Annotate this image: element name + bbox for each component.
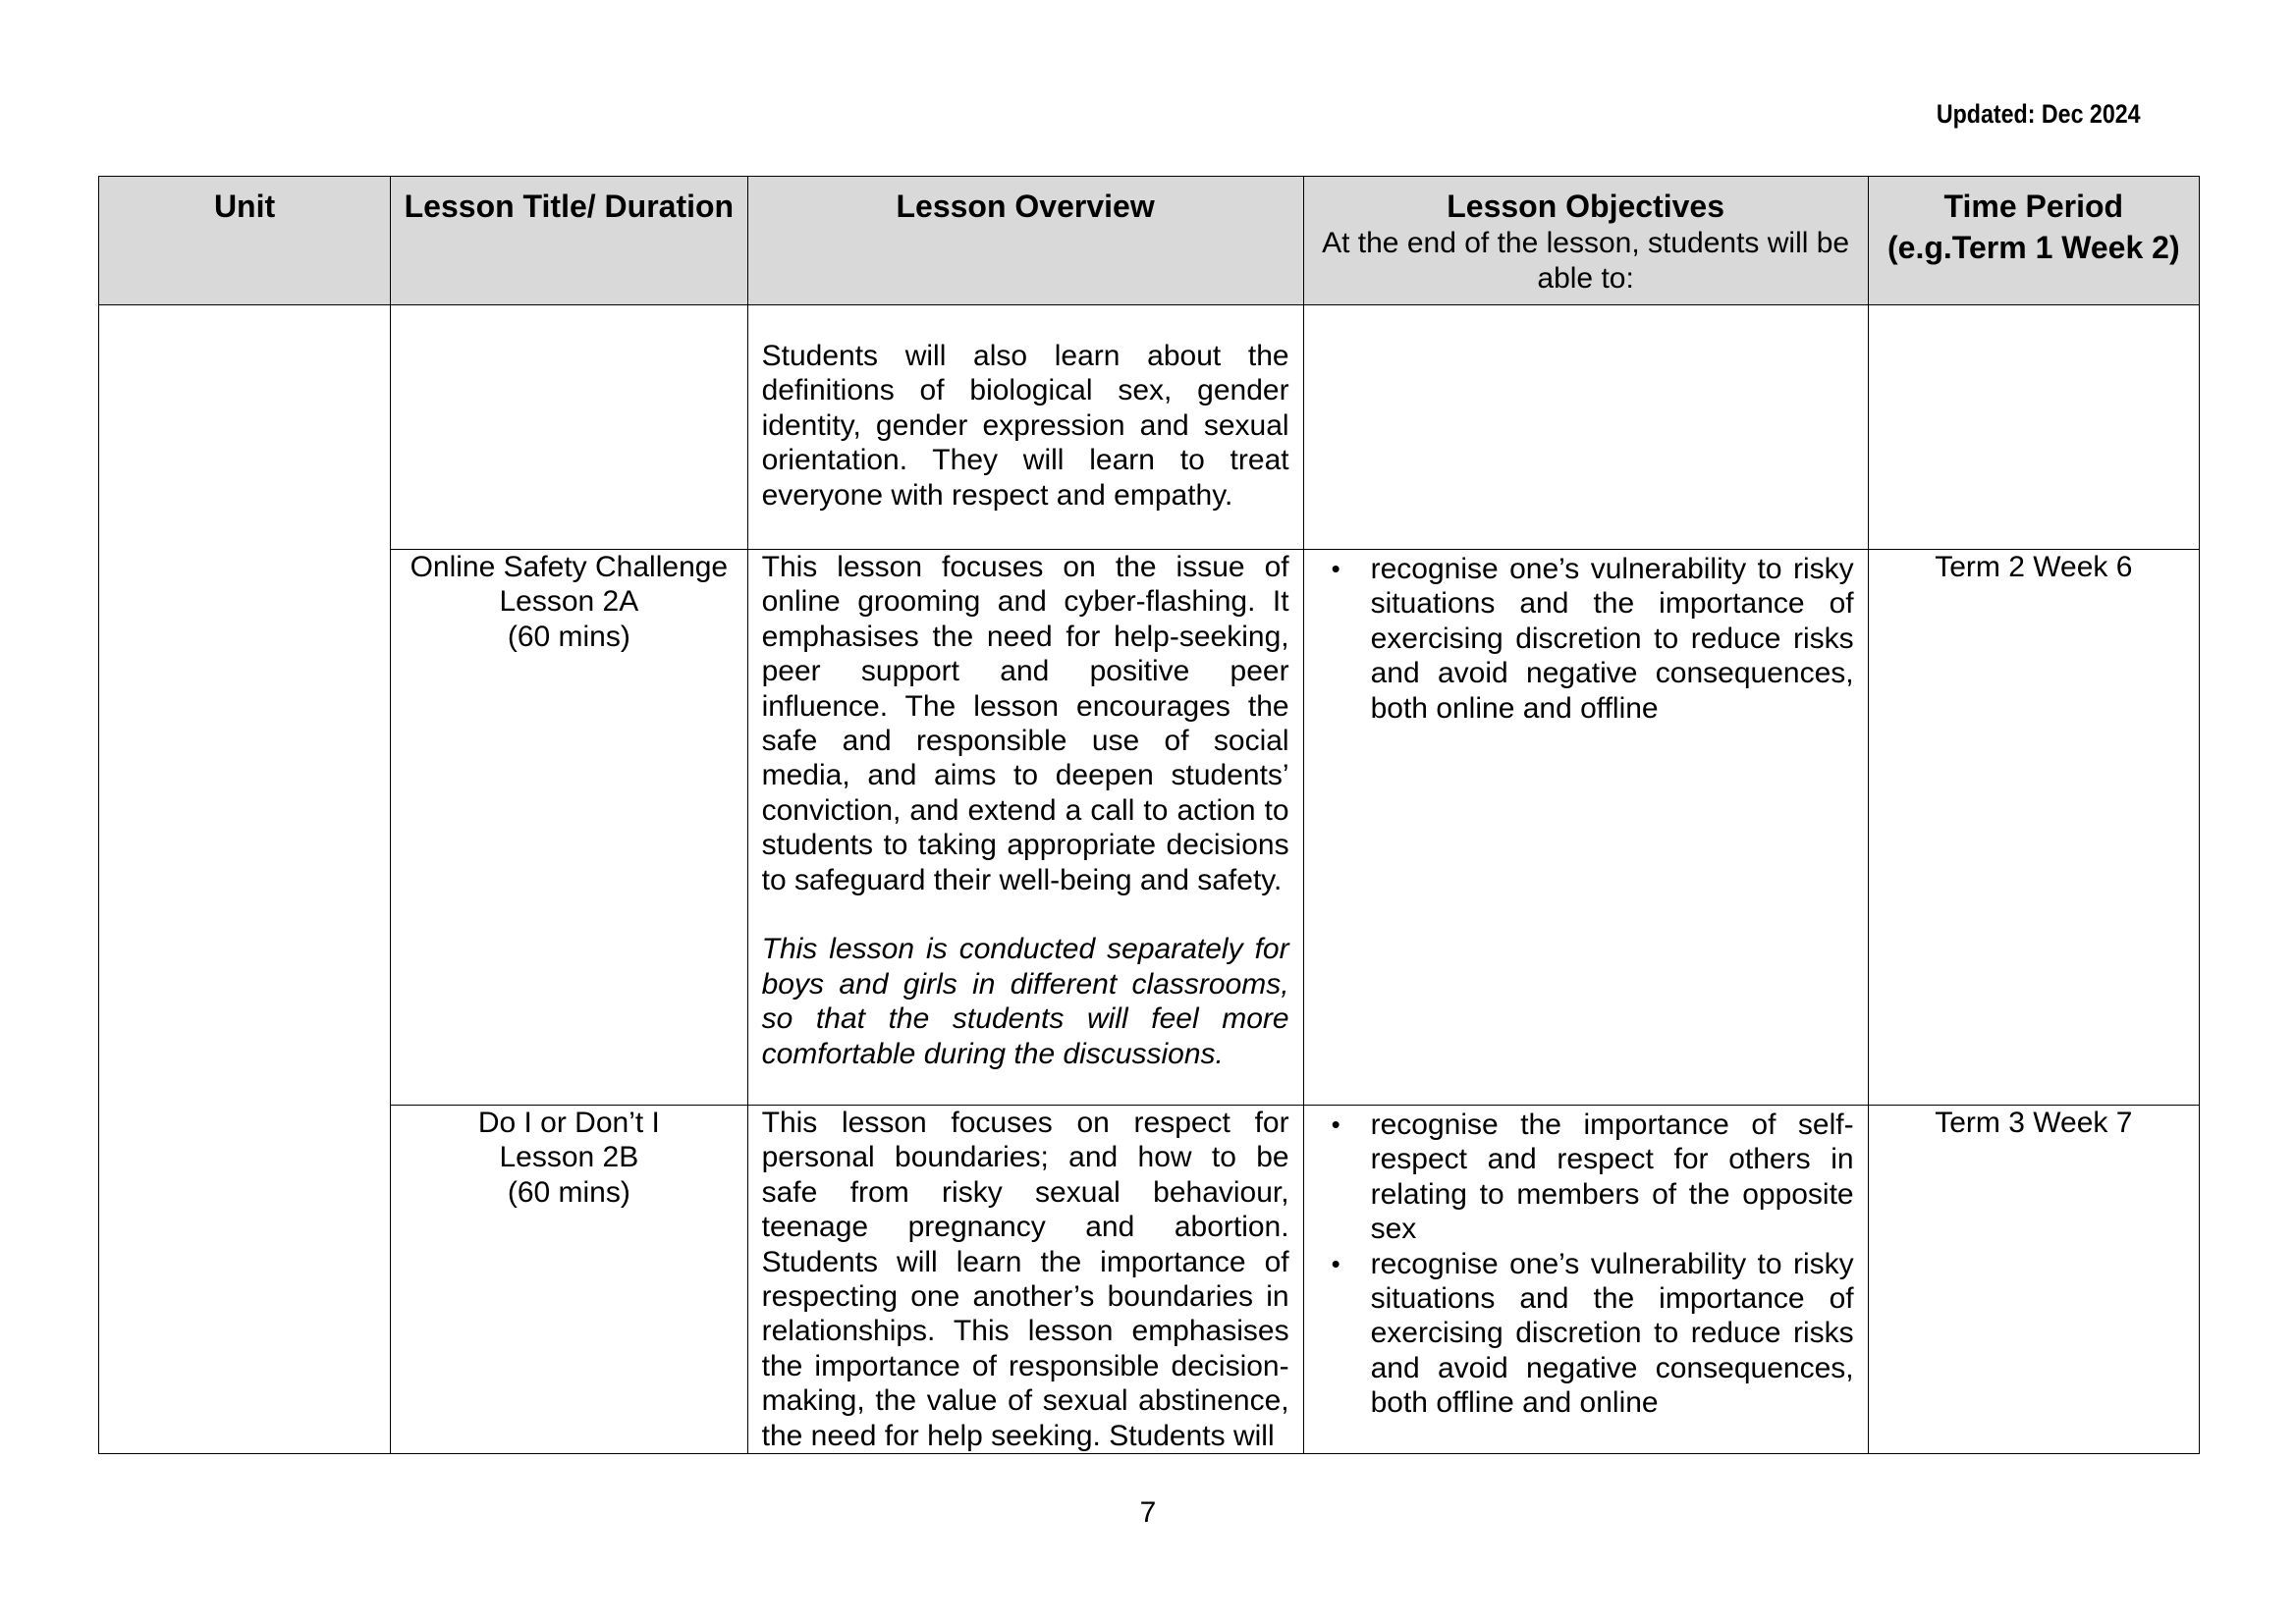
- unit-cell: [99, 305, 391, 1454]
- updated-date: Updated: Dec 2024: [1937, 99, 2141, 129]
- lesson-title: Do I or Don’t I: [477, 1107, 660, 1139]
- lesson-objectives-cell: [1303, 550, 1868, 1106]
- time-period-header-example: (e.g.Term 1 Week 2): [1887, 230, 2180, 265]
- lesson-title: Online Safety Challenge: [410, 551, 729, 583]
- table-row: [99, 550, 2200, 1106]
- column-header-objectives: [1303, 177, 1868, 305]
- objectives-header-title: Lesson Objectives: [1447, 189, 1724, 224]
- lesson-objectives-cell: [1303, 1106, 1868, 1454]
- column-header-overview: Lesson Overview: [747, 177, 1303, 305]
- lesson-title-cell: [391, 1106, 748, 1454]
- lesson-duration: (60 mins): [507, 620, 630, 653]
- column-header-lesson-title: Lesson Title/ Duration: [391, 177, 748, 305]
- objective-item: • recognise one’s vulnerability to risky situations and the importance of exercising discretion to reduce risks and avoid negative consequences, both offline and online: [1304, 1247, 1854, 1421]
- time-period-cell: Term 2 Week 6: [1868, 550, 2199, 1106]
- objective-item: • recognise one’s vulnerability to risky situations and the importance of exercising discretion to reduce risks and avoid negative consequences, both online and offline: [1304, 552, 1854, 726]
- objectives-list: [1304, 1106, 1868, 1421]
- scheme-of-work-table: [98, 176, 2200, 1454]
- column-header-unit: Unit: [99, 177, 391, 305]
- time-period-cell: Term 3 Week 7: [1868, 1106, 2199, 1454]
- table-row: [99, 305, 2200, 550]
- time-period-cell: [1868, 305, 2199, 550]
- lesson-duration: (60 mins): [507, 1175, 630, 1209]
- lesson-title-cell: [391, 550, 748, 1106]
- objectives-header-subtitle: At the end of the lesson, students will be able to:: [1322, 227, 1850, 295]
- table-row: [99, 1106, 2200, 1454]
- overview-text: Students will also learn about the definitions of biological sex, gender identity, gender expression and sexual orientation. They will learn to treat everyone with respect and empathy.: [761, 340, 1289, 512]
- column-header-time-period: [1868, 177, 2199, 305]
- lesson-code: Lesson 2A: [499, 585, 639, 619]
- overview-note: This lesson is conducted separately for boys and girls in different classrooms, so that the students will feel more comfortable during the discussions.: [761, 933, 1289, 1070]
- lesson-code: Lesson 2B: [499, 1141, 639, 1174]
- lesson-title-cell: [391, 305, 748, 550]
- objective-item: • recognise the importance of self-respect and respect for others in relating to members of the opposite sex: [1304, 1108, 1854, 1247]
- overview-text: This lesson focuses on respect for personal boundaries; and how to be safe from risky sexual behaviour, teenage pregnancy and abortion. Students will learn the importance of respecting one another’s boundaries in relationships. This lesson emphasises the importance of responsible decision-making, the value of sexual abstinence, the need for help seeking. Students will: [761, 1107, 1289, 1452]
- time-period-header-title: Time Period: [1943, 189, 2124, 224]
- objectives-list: [1304, 550, 1868, 726]
- overview-text: This lesson focuses on the issue of online grooming and cyber-flashing. It emphasises the need for help-seeking, peer support and positive peer influence. The lesson encourages the safe and responsible use of social media, and aims to deepen students’ conviction, and extend a call to action to students to taking appropriate decisions to safeguard their well-being and safety.: [761, 551, 1289, 896]
- page-number: 7: [1139, 1496, 1157, 1529]
- lesson-objectives-cell: [1303, 305, 1868, 550]
- lesson-overview-cell: [747, 1106, 1303, 1454]
- table-header-row: [99, 177, 2200, 305]
- lesson-overview-cell: [747, 550, 1303, 1106]
- lesson-overview-cell: [747, 305, 1303, 550]
